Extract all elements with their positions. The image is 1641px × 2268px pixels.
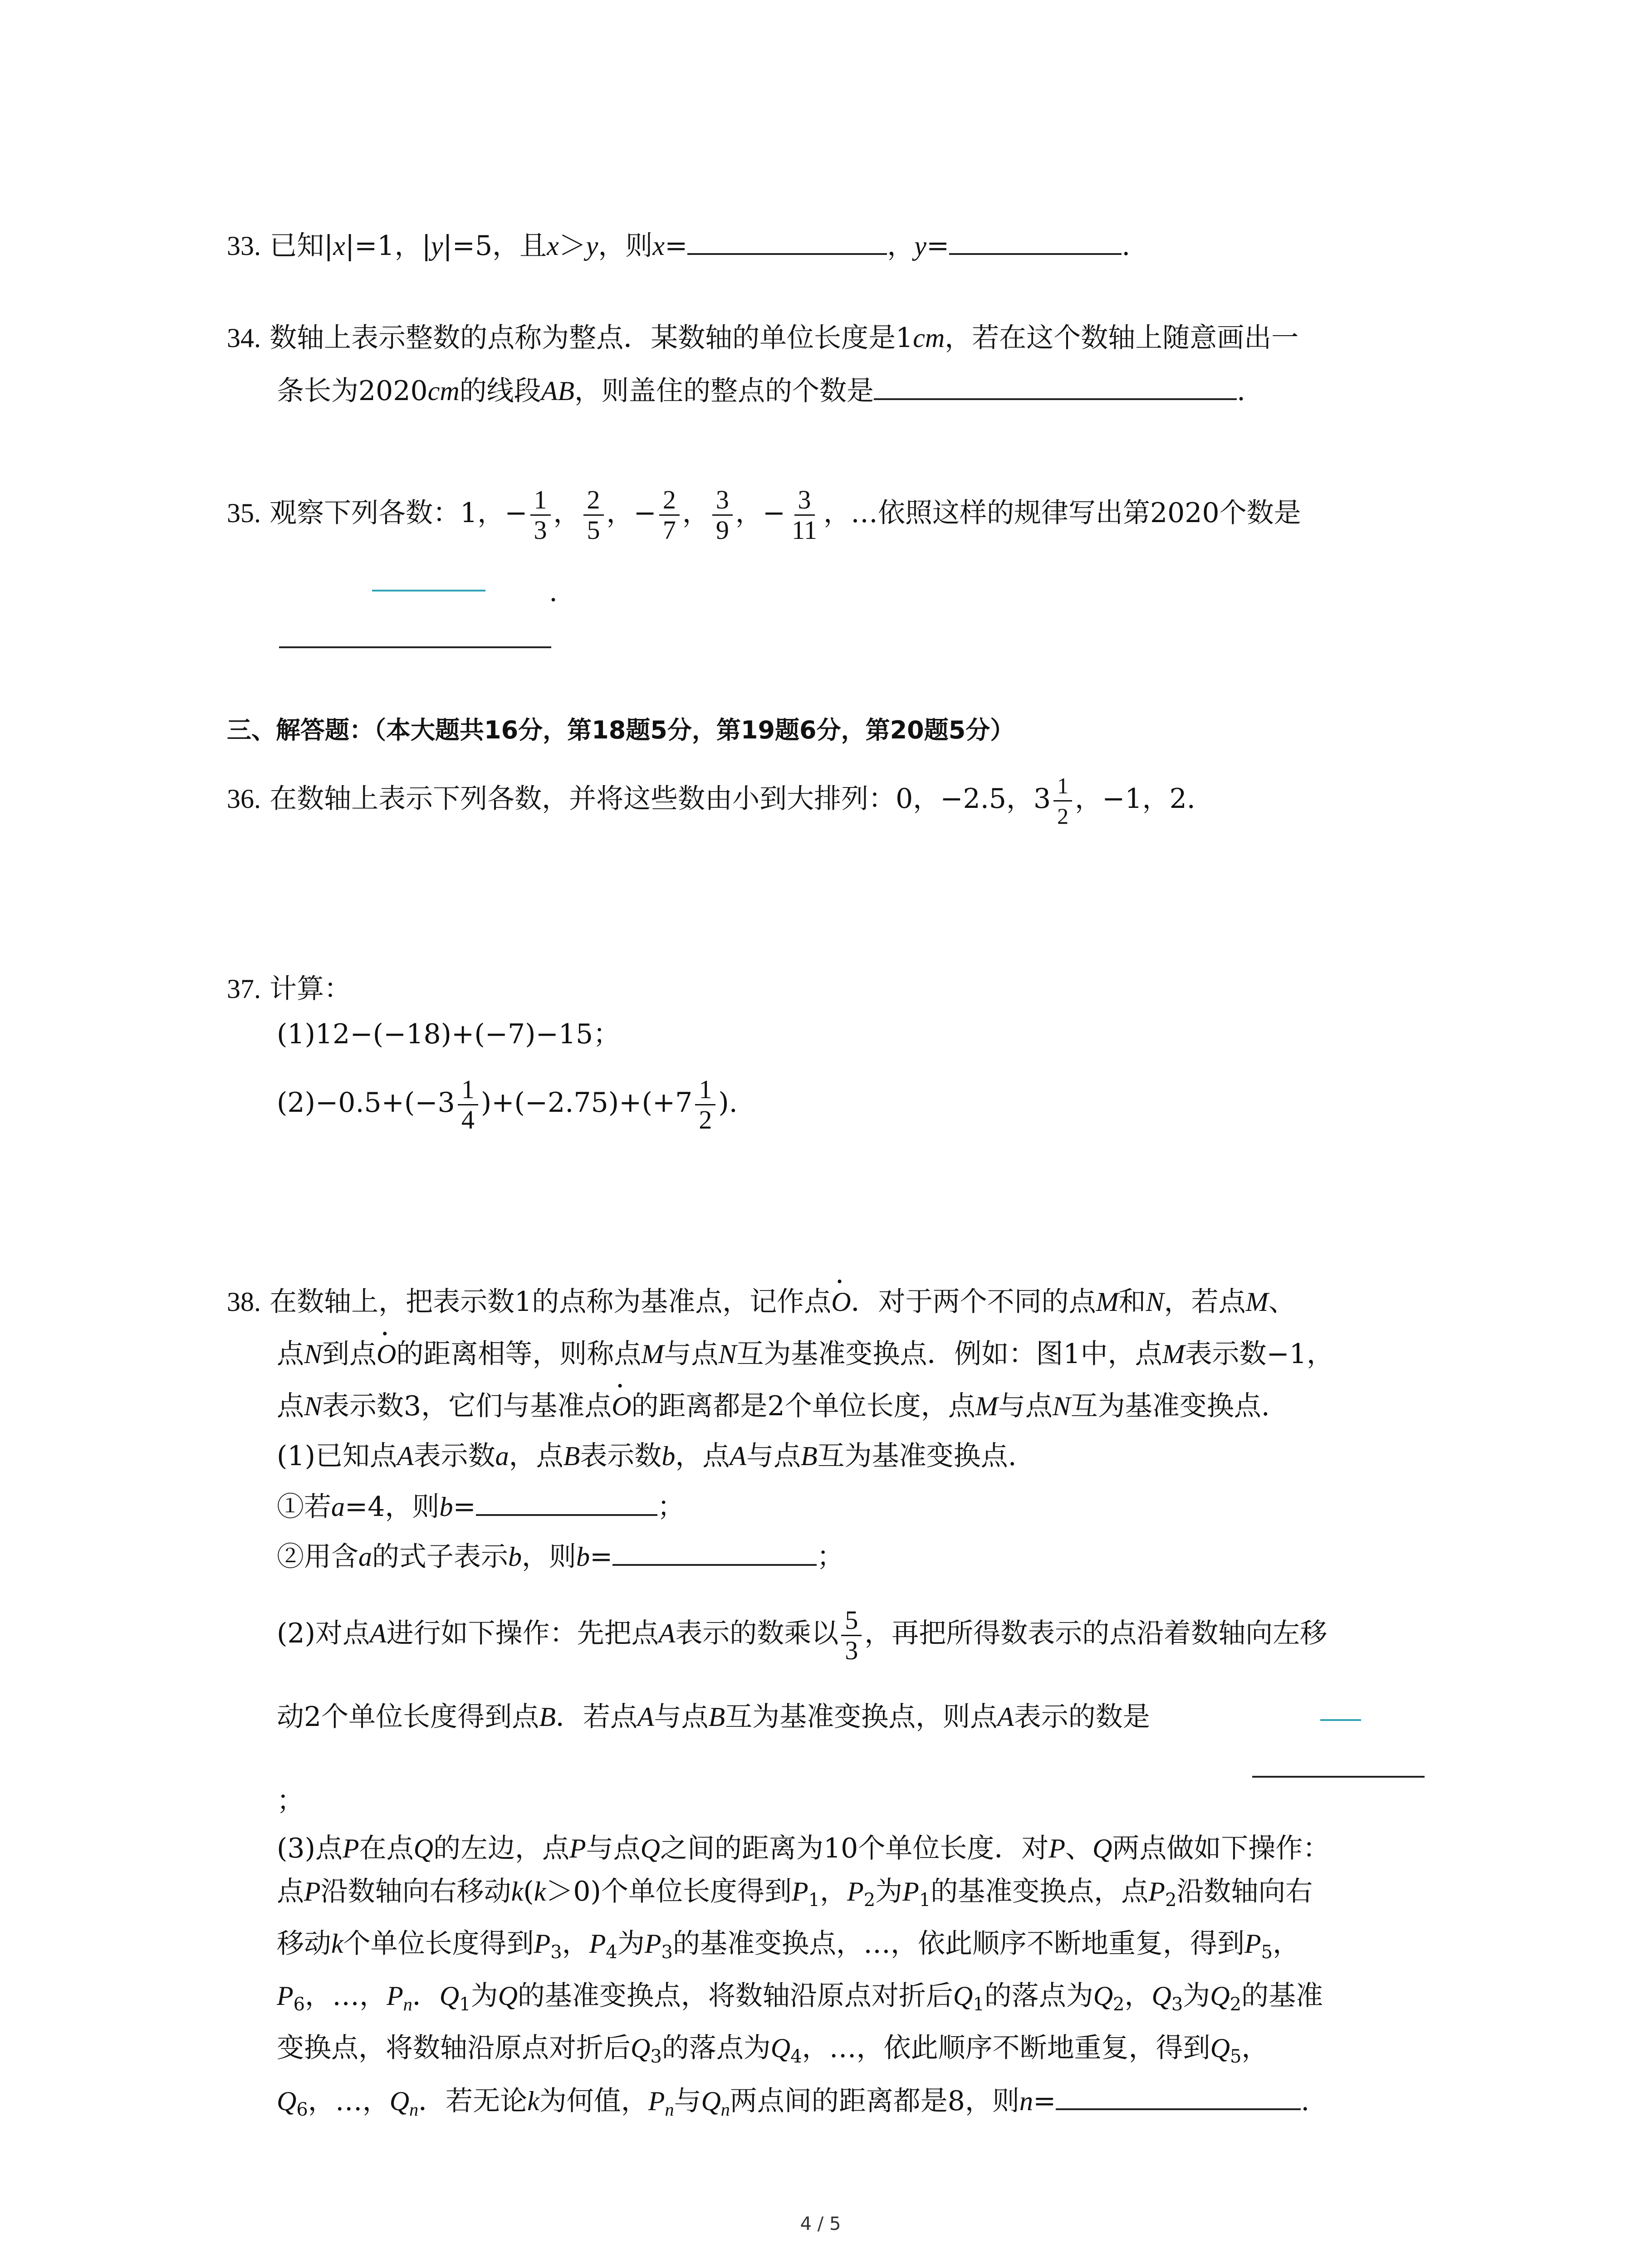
question-38-part-1-2: ②用含a的式子表示b，则b= ；	[277, 1538, 844, 1575]
question-38-part-3-line-6: $Q_6$，…，$Q_n$．若无论k为何值，$P_n$与$Q_n$两点间的距离都是8，则n= .	[277, 2082, 1309, 2128]
question-38-part-3-line-5: 变换点，将数轴沿原点对折后$Q_3$的落点为$Q_4$，…，依此顺序不断地重复，得到$Q_5$，	[277, 2032, 1269, 2067]
question-34-line-2: 条长为2020cm的线段AB，则盖住的整点的个数是 .	[277, 372, 1245, 409]
question-37-part-1: (1)12−(−18)+(−7)−15；	[277, 1018, 621, 1050]
question-38-part-2: (2)对点A进行如下操作：先把点A表示的数乘以 $\frac{5}{3}$ ，再把所得数表示的点沿着数轴向左移	[277, 1605, 1327, 1665]
question-38-line-1: 38. 在数轴上，把表示数1的点称为基准点，记作点• O．对于两个不同的点M和N，若点M、	[227, 1284, 1296, 1320]
question-34-line-1: 34. 数轴上表示整数的点称为整点．某数轴的单位长度是1cm，若在这个数轴上随意画出一	[227, 322, 1299, 354]
question-38-line-3: 点N表示数3，它们与基准点• O的距离都是2个单位长度，点M与点N互为基准变换点.	[277, 1388, 1270, 1424]
question-38-part-2-end: ；	[277, 1785, 304, 1817]
question-35: 35. 观察下列各数：1，− $\frac{1}{3}$ ， $\frac{2}{5}$ ，− $\frac{2}{7}$ ， $\frac{3}{9}$ ，− $\frac{3}{11}$ ，…依照这样的规律写出第2020个数是	[227, 485, 1301, 545]
question-38-part-2-cont: 动2个单位长度得到点B．若点A与点B互为基准变换点，则点A表示的数是	[277, 1701, 1150, 1733]
page-number: 4 / 5	[800, 2214, 841, 2234]
section-heading: 三、解答题：（本大题共16分，第18题5分，第19题6分，第20题5分）	[227, 716, 1015, 744]
answer-blank-y[interactable]	[949, 227, 1122, 255]
answer-blank-35-blue[interactable]	[372, 590, 485, 591]
question-33: 33. 已知|x|=1，|y|=5，且x＞y，则x= ，y= .	[227, 227, 1130, 264]
question-38-part-3-line-2: 点P沿数轴向右移动k(k＞0)个单位长度得到$P_1$，$P_2$为$P_1$的基准变换点，点$P_2$沿数轴向右	[277, 1876, 1313, 1911]
answer-blank-34[interactable]	[874, 372, 1237, 400]
question-38-part-1: (1)已知点A表示数a，点B表示数b，点A与点B互为基准变换点.	[277, 1440, 1017, 1472]
answer-blank-38-1[interactable]	[476, 1488, 657, 1516]
question-38-line-2: 点N到点• O的距离相等，则称点M与点N互为基准变换点．例如：图1中，点M表示数−1，	[277, 1336, 1334, 1372]
answer-blank-38-part2[interactable]	[1252, 1776, 1425, 1778]
answer-blank-38-2[interactable]	[612, 1538, 817, 1566]
question-36: 36. 在数轴上表示下列各数，并将这些数由小到大排列：0，−2.5，3 $\frac{1}{2}$ ，−1，2.	[227, 771, 1195, 831]
answer-blank-x[interactable]	[687, 227, 887, 255]
question-38-part-3-line-1: (3)点P在点Q的左边，点P与点Q之间的距离为10个单位长度．对P、Q两点做如下操作：	[277, 1833, 1330, 1864]
answer-blank-38-blue[interactable]	[1320, 1719, 1361, 1721]
question-38-part-3-line-3: 移动k个单位长度得到$P_3$，$P_4$为$P_3$的基准变换点，…，依此顺序不断地重复，得到$P_5$，	[277, 1928, 1300, 1963]
question-38-part-1-1: ①若a=4，则b= ；	[277, 1488, 685, 1525]
question-37: 37. 计算：	[227, 973, 352, 1005]
fraction: $\frac{1}{3}$	[530, 485, 551, 545]
question-35-dot: .	[549, 576, 558, 608]
answer-blank-35[interactable]	[279, 646, 551, 648]
question-38-part-3-line-4: $P_6$，…，$P_n$．$Q_1$为Q的基准变换点，将数轴沿原点对折后$Q_1$的落点为$Q_2$，$Q_3$为$Q_2$的基准	[277, 1980, 1323, 2015]
question-37-part-2: (2)−0.5+(−3 $\frac{1}{4}$ )+(−2.75)+(+7 $\frac{1}{2}$ ).	[277, 1075, 738, 1134]
answer-blank-38-3[interactable]	[1056, 2082, 1301, 2110]
